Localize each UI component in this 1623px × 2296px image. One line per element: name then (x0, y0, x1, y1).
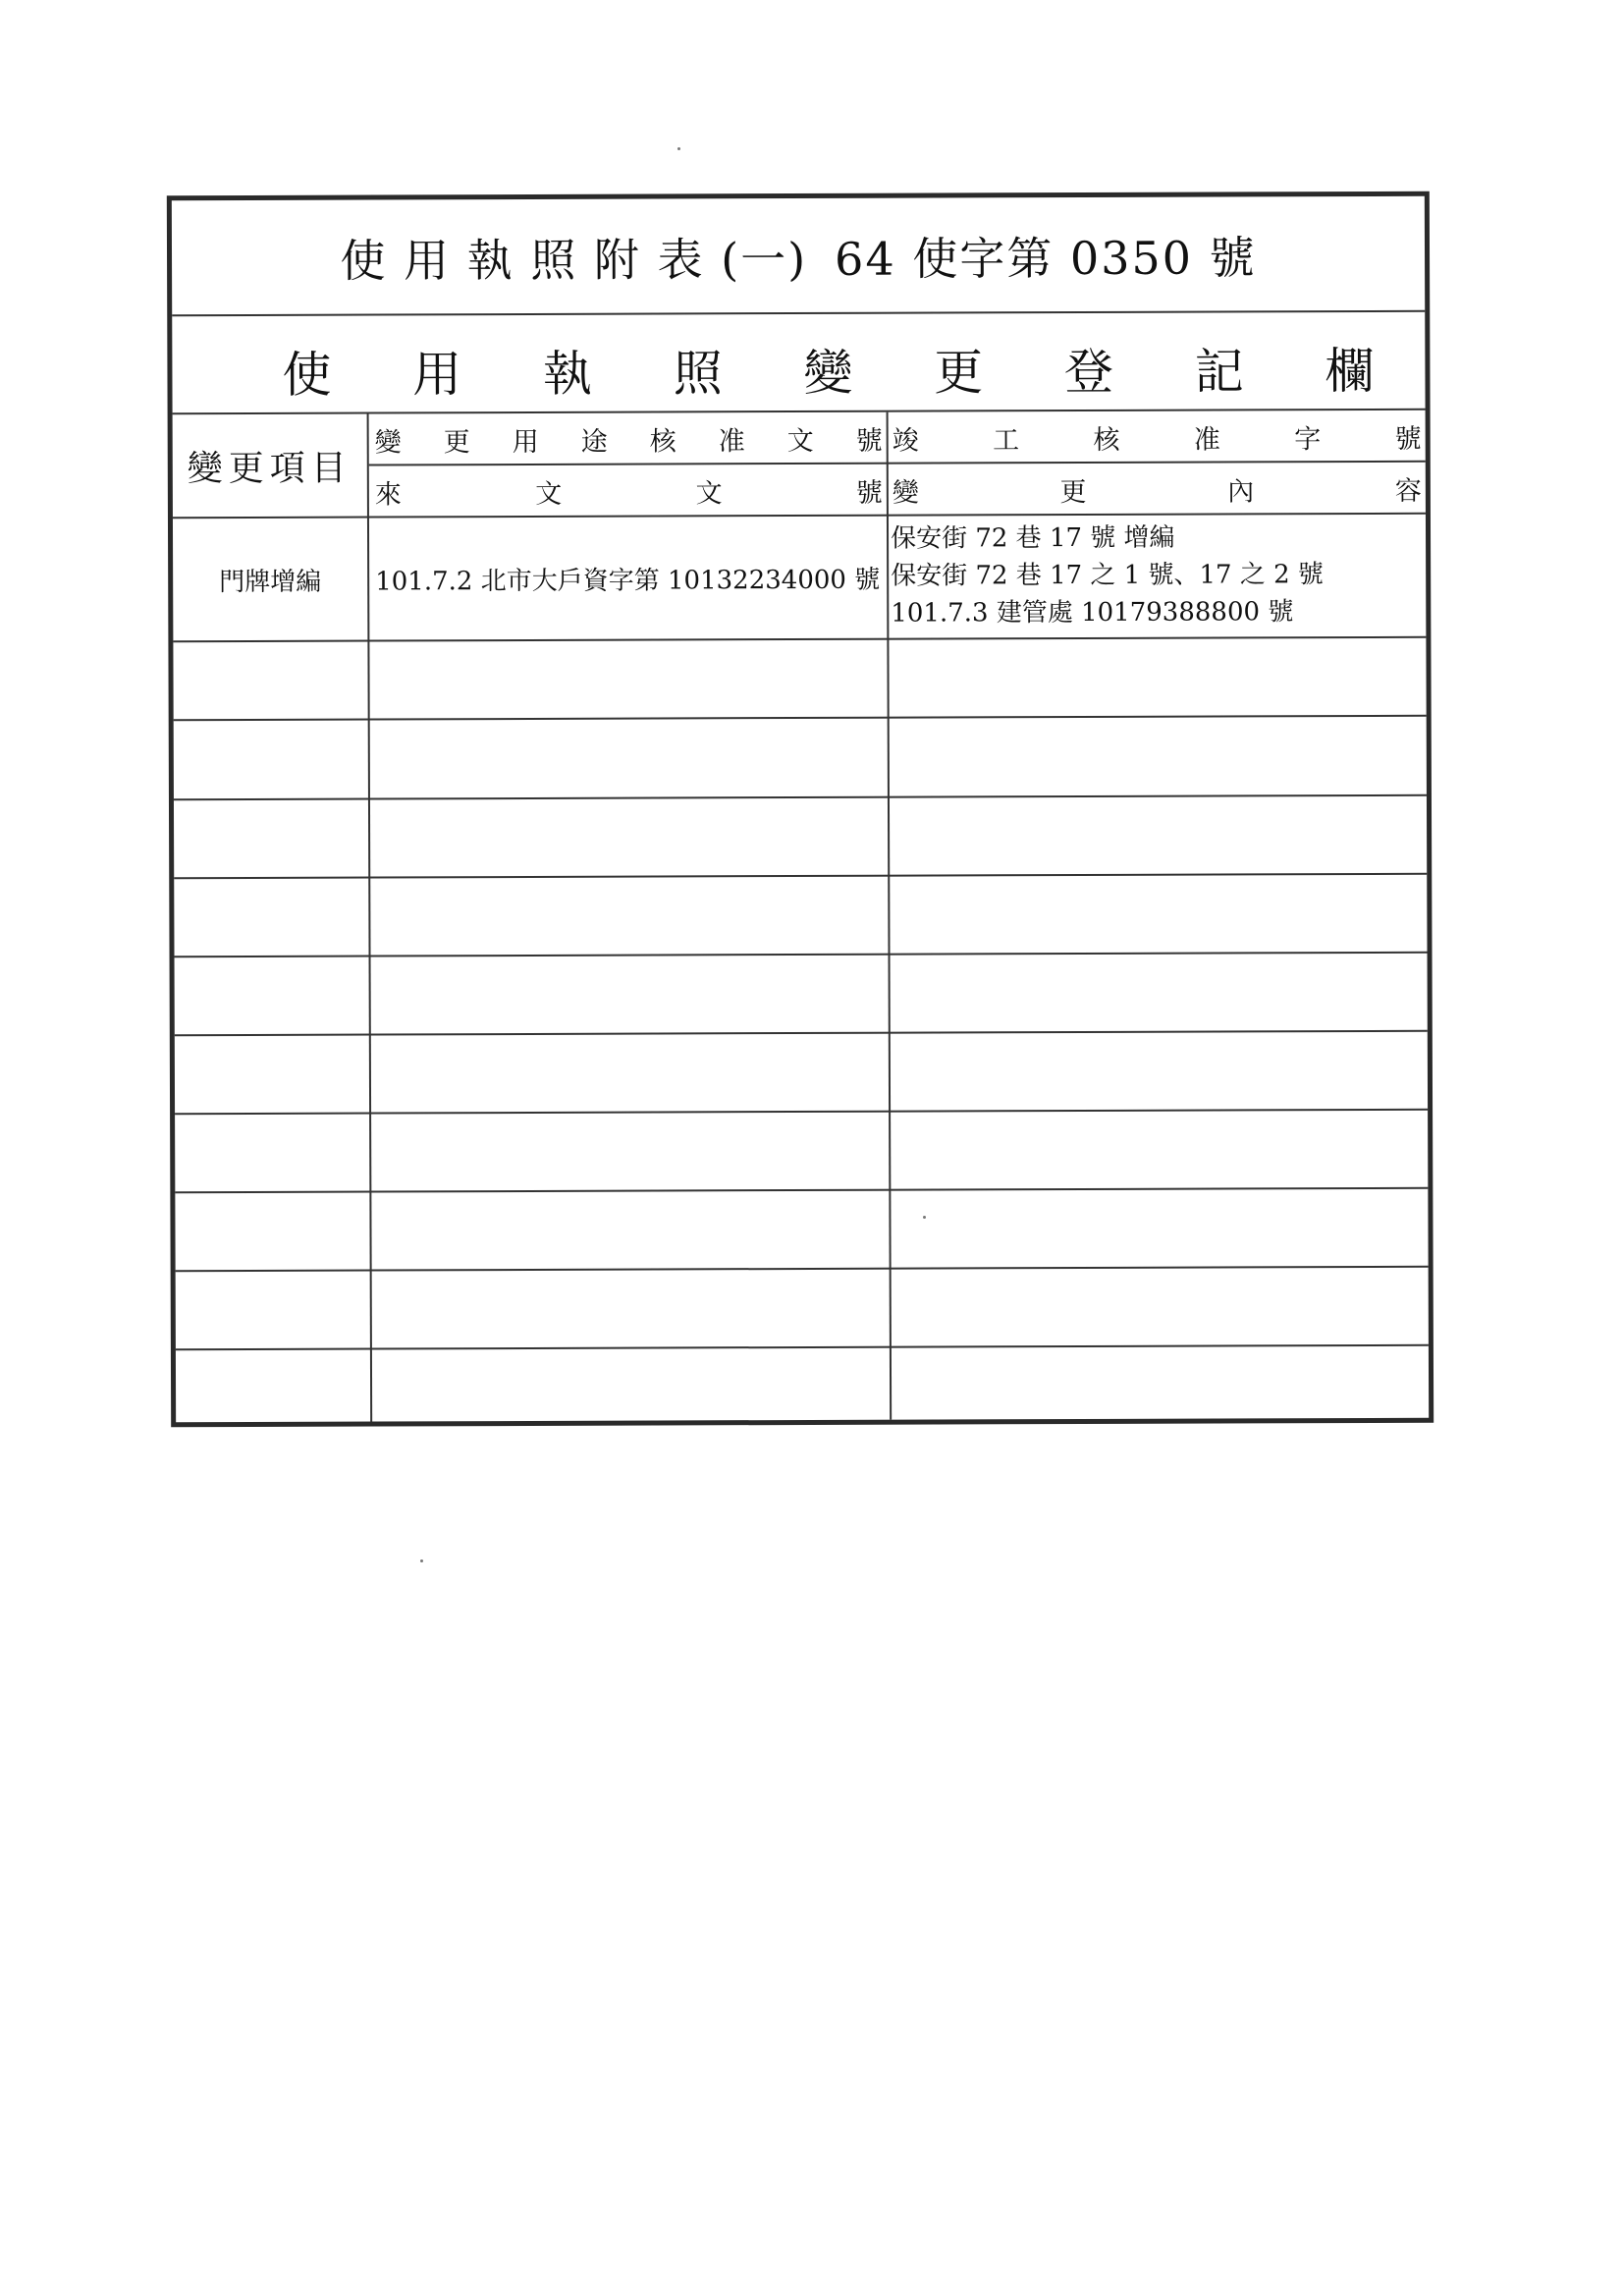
header-char: 用 (512, 426, 539, 458)
content-line: 保安街 72 巷 17 號 增編 (890, 522, 1175, 554)
header-char: 工 (993, 424, 1020, 456)
header-char: 准 (1193, 424, 1220, 456)
cell-approval-reference (372, 877, 892, 956)
header-char: 變 (374, 426, 402, 459)
header-char: 途 (580, 426, 608, 458)
cell-approval-reference (372, 719, 892, 798)
cell-approval-reference (374, 1270, 893, 1348)
header-char: 變 (892, 477, 919, 509)
cell-approval-reference: 101.7.2 北市大戶資字第 10132234000 號 (375, 565, 881, 597)
title-prefix: 使 用 執 照 附 表 (一) (340, 232, 808, 288)
cell-approval-reference (374, 1348, 893, 1422)
header-completion-bottom (889, 463, 1426, 516)
header-char: 文 (695, 477, 723, 509)
cell-change-content (893, 1115, 1428, 1117)
cell-change-content (891, 642, 1426, 644)
cell-change-item (175, 1115, 369, 1192)
header-char: 竣 (892, 425, 919, 457)
table-row (175, 1189, 1428, 1272)
cell-change-content (893, 1350, 1429, 1352)
header-char: 文 (535, 478, 563, 510)
subtitle-char: 更 (934, 344, 984, 402)
subtitle-char: 登 (1063, 343, 1114, 402)
cell-change-item (176, 1272, 370, 1349)
header-change-item: 變更項目 (187, 448, 352, 489)
header-approval-bottom (371, 465, 887, 518)
content-line: 101.7.3 建管處 10179388800 號 (891, 597, 1294, 629)
scan-speck (677, 147, 680, 150)
header-char: 號 (855, 425, 883, 457)
cell-approval-reference (373, 1191, 893, 1270)
subtitle-char: 照 (673, 345, 723, 403)
section-title (282, 332, 1374, 407)
table-row (175, 1111, 1428, 1193)
cell-approval-reference (371, 640, 891, 719)
permit-number: 64 使字第 0350 號 (835, 231, 1257, 286)
subtitle-char: 記 (1194, 343, 1244, 401)
header-char: 准 (718, 425, 745, 457)
cell-change-item (174, 800, 368, 878)
cell-change-content (892, 721, 1427, 723)
table-row (174, 796, 1427, 879)
header-char: 號 (855, 477, 883, 509)
header-char: 更 (1059, 476, 1087, 508)
table-row (173, 515, 1426, 642)
change-registration-form (167, 191, 1434, 1427)
subtitle-char: 欄 (1325, 342, 1375, 401)
cell-change-item (175, 1036, 369, 1114)
scan-speck (923, 1216, 926, 1219)
cell-change-item (176, 1350, 370, 1423)
cell-change-item (175, 1193, 369, 1271)
column-header-row (173, 410, 1426, 519)
table-row (174, 717, 1427, 800)
header-char: 更 (443, 426, 470, 458)
cell-change-content (893, 1272, 1429, 1274)
subtitle-char: 執 (542, 345, 593, 403)
table-row (176, 1268, 1429, 1350)
scan-speck (420, 1559, 423, 1562)
cell-change-content (893, 957, 1428, 959)
cell-change-content (891, 519, 1426, 632)
header-char: 文 (786, 425, 814, 457)
header-char: 字 (1294, 423, 1322, 455)
cell-change-content (892, 800, 1427, 802)
subtitle-char: 使 (282, 346, 332, 404)
header-char: 核 (1093, 424, 1120, 456)
cell-change-content (892, 879, 1427, 881)
header-approval-top (371, 412, 887, 465)
table-row (174, 875, 1427, 957)
subtitle-char: 變 (803, 344, 853, 402)
cell-change-item (173, 642, 367, 720)
cell-approval-reference (373, 1034, 893, 1113)
header-completion-top (889, 410, 1426, 464)
header-char: 號 (1394, 423, 1422, 455)
cell-change-item (174, 879, 368, 957)
table-row (176, 1346, 1429, 1422)
cell-change-item: 門牌增編 (219, 567, 322, 597)
cell-approval-reference (373, 1113, 893, 1191)
cell-change-content (893, 1036, 1428, 1038)
subtitle-char: 用 (412, 346, 462, 404)
subtitle-row (172, 312, 1425, 414)
header-char: 來 (374, 478, 402, 511)
table-row (175, 954, 1428, 1036)
header-char: 內 (1227, 475, 1255, 507)
header-char: 核 (649, 425, 676, 458)
cell-change-item (175, 957, 369, 1035)
cell-approval-reference (373, 956, 893, 1034)
cell-approval-reference (372, 798, 892, 877)
title-row (172, 196, 1425, 316)
header-char: 容 (1394, 475, 1422, 507)
form-title (172, 222, 1425, 291)
cell-change-item (174, 721, 368, 799)
content-line: 保安街 72 巷 17 之 1 號、17 之 2 號 (891, 560, 1324, 591)
table-row (175, 1032, 1428, 1115)
table-row (173, 638, 1426, 721)
cell-change-content (893, 1193, 1428, 1195)
